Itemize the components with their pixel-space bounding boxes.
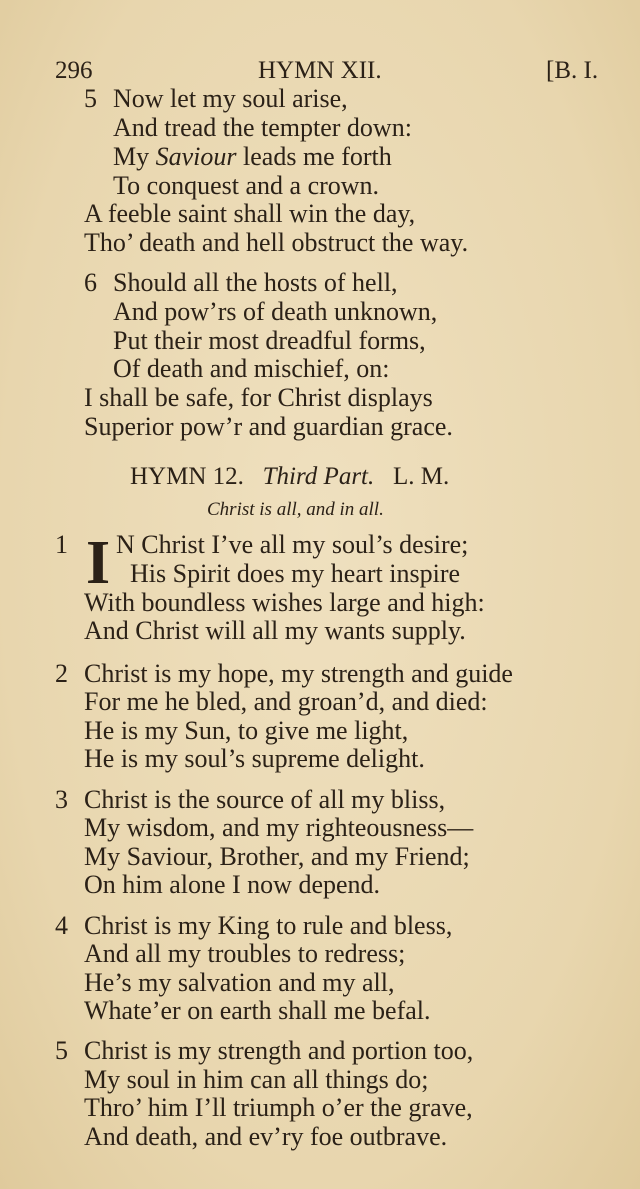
verse-line: Now let my soul arise, — [113, 84, 348, 113]
hymn-title — [130, 461, 449, 493]
verse-line: And death, and ev’ry foe outbrave. — [84, 1122, 448, 1151]
stanza-number: 3 — [55, 785, 68, 814]
verse-line: N Christ I’ve all my soul’s desire; — [116, 530, 469, 559]
verse-line: Christ is my strength and portion too, — [84, 1036, 474, 1065]
hymn-subtitle: Christ is all, and in all. — [207, 499, 384, 520]
verse-line: For me he bled, and groan’d, and died: — [84, 687, 488, 716]
verse-line: With boundless wishes large and high: — [84, 588, 485, 617]
hymn-part: Third Part. — [262, 463, 375, 490]
verse-line: My wisdom, and my righteousness— — [84, 813, 474, 842]
verse-line: Put their most dreadful forms, — [113, 326, 426, 355]
stanza-number: 4 — [55, 911, 68, 940]
drop-cap: I — [86, 529, 111, 597]
verse-line: He’s my salvation and my all, — [84, 968, 395, 997]
section-marker: [B. I. — [546, 57, 599, 84]
verse-line: Superior pow’r and guardian grace. — [84, 412, 453, 441]
verse-line: My Saviour, Brother, and my Friend; — [84, 842, 470, 871]
verse-line: My soul in him can all things do; — [84, 1065, 429, 1094]
verse-line: Should all the hosts of hell, — [113, 268, 398, 297]
stanza-number: 5 — [55, 1036, 68, 1065]
stanza-number: 1 — [55, 530, 68, 559]
hymn-number: HYMN 12. — [130, 463, 244, 490]
verse-line: My Saviour leads me forth — [113, 142, 392, 171]
verse-line: Christ is my King to rule and bless, — [84, 911, 453, 940]
verse-line: On him alone I now depend. — [84, 870, 381, 899]
verse-line: And tread the tempter down: — [113, 113, 412, 142]
stanza-number: 5 — [84, 84, 97, 113]
verse-line: Thro’ him I’ll triumph o’er the grave, — [84, 1093, 473, 1122]
verse-line: A feeble saint shall win the day, — [84, 199, 416, 228]
verse-line: And pow’rs of death unknown, — [113, 297, 438, 326]
running-title: HYMN XII. — [258, 57, 382, 84]
verse-line: He is my soul’s supreme delight. — [84, 744, 425, 773]
verse-line: And all my troubles to redress; — [84, 939, 406, 968]
stanza-number: 6 — [84, 268, 97, 297]
hymn-meter: L. M. — [393, 463, 450, 490]
page-number: 296 — [55, 57, 93, 84]
verse-line: And Christ will all my wants supply. — [84, 616, 466, 645]
verse-line: Of death and mischief, on: — [113, 354, 390, 383]
verse-line: Tho’ death and hell obstruct the way. — [84, 228, 469, 257]
verse-line: To conquest and a crown. — [113, 171, 380, 200]
verse-line: I shall be safe, for Christ displays — [84, 383, 433, 412]
stanza-number: 2 — [55, 659, 68, 688]
verse-line: Whate’er on earth shall me befal. — [84, 996, 431, 1025]
verse-line: His Spirit does my heart inspire — [130, 559, 461, 588]
verse-line: Christ is the source of all my bliss, — [84, 785, 446, 814]
verse-line: He is my Sun, to give me light, — [84, 716, 409, 745]
verse-line: Christ is my hope, my strength and guide — [84, 659, 513, 688]
